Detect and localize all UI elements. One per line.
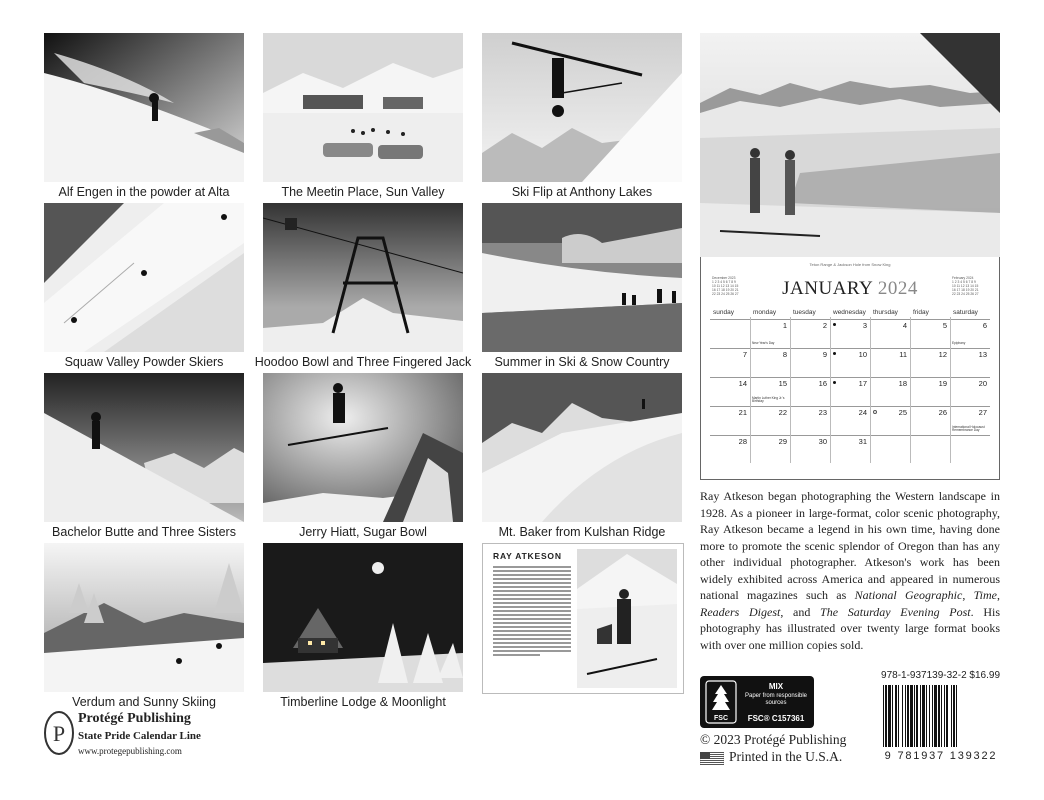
day-number: 21 xyxy=(738,408,747,417)
moon-phase-icon xyxy=(833,323,836,326)
day-number: 23 xyxy=(818,408,827,417)
calendar-day-cell xyxy=(710,348,750,378)
calendar-day-cell xyxy=(710,377,750,407)
day-number: 10 xyxy=(858,350,867,359)
day-number: 15 xyxy=(778,379,787,388)
calendar-day-cell xyxy=(950,319,990,349)
calendar-cover-preview xyxy=(482,543,684,694)
day-number: 26 xyxy=(938,408,947,417)
copyright: © 2023 Protégé Publishing xyxy=(700,732,847,747)
calendar-day-cell xyxy=(750,348,790,378)
calendar-day-cell xyxy=(790,319,830,349)
moon-phase-icon xyxy=(833,352,836,355)
photo-alf-engen xyxy=(44,33,244,182)
calendar-day-cell xyxy=(790,406,830,436)
publisher-url: www.protegepublishing.com xyxy=(78,746,182,756)
calendar-day-cell xyxy=(750,435,790,465)
photo-squaw-valley xyxy=(44,203,244,352)
day-header: friday xyxy=(913,309,929,316)
isbn-price: 978-1-937139-32-2 $16.99 xyxy=(881,670,1000,681)
day-number: 2 xyxy=(822,321,827,330)
product-title: RAY ATKESON xyxy=(493,551,562,561)
product-photo xyxy=(577,549,677,688)
calendar-day-cell xyxy=(910,319,950,349)
svg-text:P: P xyxy=(52,721,66,746)
holiday-note: International Holocaust Remembrance Day xyxy=(952,424,985,433)
barcode xyxy=(880,685,1002,747)
calendar-day-cell xyxy=(830,435,870,465)
caption: Hoodoo Bowl and Three Fingered Jack xyxy=(254,355,472,369)
caption: Alf Engen in the powder at Alta xyxy=(58,185,230,199)
day-number: 30 xyxy=(818,437,827,446)
photo-verdum xyxy=(44,543,244,692)
calendar-day-cell xyxy=(790,435,830,465)
day-header: sunday xyxy=(713,309,734,316)
day-number: 29 xyxy=(778,437,787,446)
calendar-day-cell xyxy=(710,435,750,465)
caption: The Meetin Place, Sun Valley xyxy=(281,185,445,199)
day-number: 11 xyxy=(899,350,907,359)
calendar-day-cell xyxy=(790,348,830,378)
month-name: JANUARY xyxy=(782,278,873,299)
day-number: 14 xyxy=(738,379,747,388)
calendar-day-cell xyxy=(870,435,910,465)
day-header: saturday xyxy=(953,309,978,316)
calendar-day-cell xyxy=(750,406,790,436)
day-number: 17 xyxy=(858,379,867,388)
day-number: 25 xyxy=(898,408,907,417)
caption: Squaw Valley Powder Skiers xyxy=(64,355,224,369)
month-title xyxy=(700,278,1000,300)
publisher-line: State Pride Calendar Line xyxy=(78,730,201,742)
calendar-day-cell xyxy=(710,319,750,349)
calendar-day-cell xyxy=(830,348,870,378)
photo-jerry-hiatt xyxy=(263,373,463,522)
photo-timberline xyxy=(263,543,463,692)
holiday-note: Martin Luther King Jr.'s Birthday xyxy=(752,395,785,404)
day-number: 31 xyxy=(858,437,867,446)
calendar-day-cell xyxy=(830,406,870,436)
fsc-badge xyxy=(700,676,814,728)
photo-credit: Teton Range & Jackson Hole from Snow King xyxy=(809,262,891,267)
holiday-note: New Year's Day xyxy=(752,341,775,346)
calendar-day-cell xyxy=(830,319,870,349)
calendar-day-cell xyxy=(950,377,990,407)
caption: Bachelor Butte and Three Sisters xyxy=(52,525,236,539)
calendar-day-cell xyxy=(790,377,830,407)
calendar-day-cell xyxy=(870,319,910,349)
day-number: 27 xyxy=(978,408,987,417)
day-header: tuesday xyxy=(793,309,816,316)
day-number: 9 xyxy=(822,350,827,359)
text-lines xyxy=(493,566,571,658)
day-number: 1 xyxy=(782,321,787,330)
day-header: monday xyxy=(753,309,777,316)
caption: Ski Flip at Anthony Lakes xyxy=(511,185,653,199)
caption: Verdum and Sunny Skiing xyxy=(72,695,216,709)
printed-in: Printed in the U.S.A. xyxy=(729,749,843,764)
moon-phase-icon xyxy=(833,381,836,384)
caption: Mt. Baker from Kulshan Ridge xyxy=(498,525,666,539)
photo-sun-valley xyxy=(263,33,463,182)
caption: Jerry Hiatt, Sugar Bowl xyxy=(299,525,427,539)
day-number: 20 xyxy=(978,379,987,388)
feature-photo-teton xyxy=(700,33,1000,257)
calendar-day-cell xyxy=(870,406,910,436)
calendar-day-cell xyxy=(910,348,950,378)
photo-mt-baker xyxy=(482,373,682,522)
calendar-day-cell xyxy=(910,406,950,436)
calendar-day-cell xyxy=(910,435,950,465)
mini-calendar-next: February 2024 1 2 3 4 5 6 7 8 9 10 11 12 13 14 15 16 17 18 19 20 21 22 23 24 25 26 27 xyxy=(952,276,979,296)
year: 2024 xyxy=(877,278,918,299)
calendar-day-cell xyxy=(910,377,950,407)
fsc-code: FSC® C157361 xyxy=(747,714,805,723)
day-number: 8 xyxy=(782,350,787,359)
day-number: 13 xyxy=(978,350,987,359)
fsc-tree-icon xyxy=(705,680,737,724)
us-flag-icon xyxy=(700,752,724,765)
day-number: 5 xyxy=(942,321,947,330)
barcode-number: 9 781937 139322 xyxy=(884,750,998,762)
day-number: 12 xyxy=(938,350,947,359)
calendar-day-cell xyxy=(870,377,910,407)
day-number: 22 xyxy=(778,408,787,417)
fsc-source: Paper from responsible sources xyxy=(744,693,808,706)
calendar-day-cell xyxy=(710,406,750,436)
calendar-day-cell xyxy=(750,377,790,407)
photo-ski-flip xyxy=(482,33,682,182)
calendar-day-cell xyxy=(830,377,870,407)
day-header: thursday xyxy=(873,309,898,316)
day-number: 4 xyxy=(902,321,907,330)
fsc-mix: MIX xyxy=(768,682,784,691)
day-number: 16 xyxy=(818,379,827,388)
day-number: 7 xyxy=(742,350,747,359)
day-header: wednesday xyxy=(833,309,866,316)
photo-summer-ski xyxy=(482,203,682,352)
holiday-note: Epiphany xyxy=(952,341,966,346)
caption: Summer in Ski & Snow Country xyxy=(494,355,670,369)
description-text: Ray Atkeson began photographing the Western landscape in 1928. As a pioneer in large-format, color scenic photography, Ray Atkeson became a legend in his own time, having done more to promote the scenic splendor of Oregon than has any other individual photographer. Atkeson's work has been widely exhibited across America and appeared in numerous national magazines such as National Geographic, Time, Readers Digest, and The Saturday Evening Post. His photography has illustrated over twenty large format books with over one million copies sold. xyxy=(700,489,1001,652)
calendar-day-cell xyxy=(950,406,990,436)
svg-text:FSC: FSC xyxy=(714,715,728,722)
day-number: 18 xyxy=(898,379,907,388)
day-number: 24 xyxy=(858,408,867,417)
day-number: 6 xyxy=(982,321,987,330)
day-number: 19 xyxy=(938,379,947,388)
calendar-day-cell xyxy=(750,319,790,349)
publisher-name: Protégé Publishing xyxy=(78,711,191,726)
moon-phase-icon xyxy=(873,410,877,414)
photo-bachelor-butte xyxy=(44,373,244,522)
caption: Timberline Lodge & Moonlight xyxy=(280,695,446,709)
calendar-day-cell xyxy=(950,435,990,465)
photo-hoodoo-bowl xyxy=(263,203,463,352)
mini-calendar-prev: December 2023 1 2 3 4 5 6 7 8 9 10 11 12 13 14 15 16 17 18 19 20 21 22 23 24 25 26 27 xyxy=(712,276,739,296)
day-number: 28 xyxy=(738,437,747,446)
protege-logo-icon xyxy=(44,711,74,755)
calendar-day-cell xyxy=(950,348,990,378)
day-number: 3 xyxy=(862,321,867,330)
calendar-day-cell xyxy=(870,348,910,378)
